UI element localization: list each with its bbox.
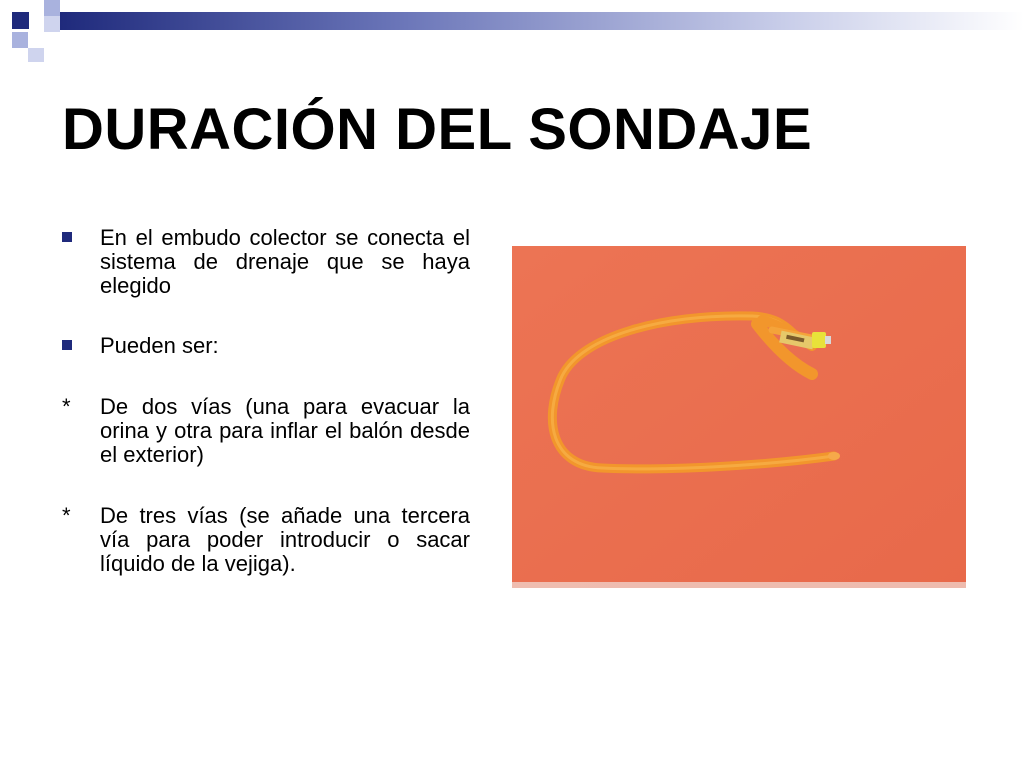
slide-title: DURACIÓN DEL SONDAJE	[62, 97, 813, 162]
decor-square	[12, 12, 29, 29]
list-item	[62, 334, 470, 358]
decor-square	[12, 32, 28, 48]
list-item-text: De tres vías (se añade una tercera vía para poder introducir o sacar líquido de la vejiga).	[100, 503, 470, 576]
list-item	[62, 504, 470, 576]
decor-square	[28, 48, 44, 62]
list-item-text: Pueden ser:	[100, 333, 219, 358]
list-item-text: En el embudo colector se conecta el sistema de drenaje que se haya elegido	[100, 225, 470, 298]
catheter-photo	[512, 246, 966, 588]
list-item-text: De dos vías (una para evacuar la orina y otra para inflar el balón desde el exterior)	[100, 394, 470, 467]
square-bullet-icon	[62, 232, 72, 242]
bullet-list	[62, 226, 470, 576]
list-item	[62, 226, 470, 298]
square-bullet-icon	[62, 340, 72, 350]
decor-square	[44, 0, 60, 16]
asterisk-marker: *	[62, 394, 71, 419]
decor-square	[44, 16, 60, 32]
foley-catheter-illustration	[512, 246, 966, 588]
header-gradient-bar	[60, 12, 1024, 30]
list-item	[62, 395, 470, 467]
asterisk-marker: *	[62, 503, 71, 528]
